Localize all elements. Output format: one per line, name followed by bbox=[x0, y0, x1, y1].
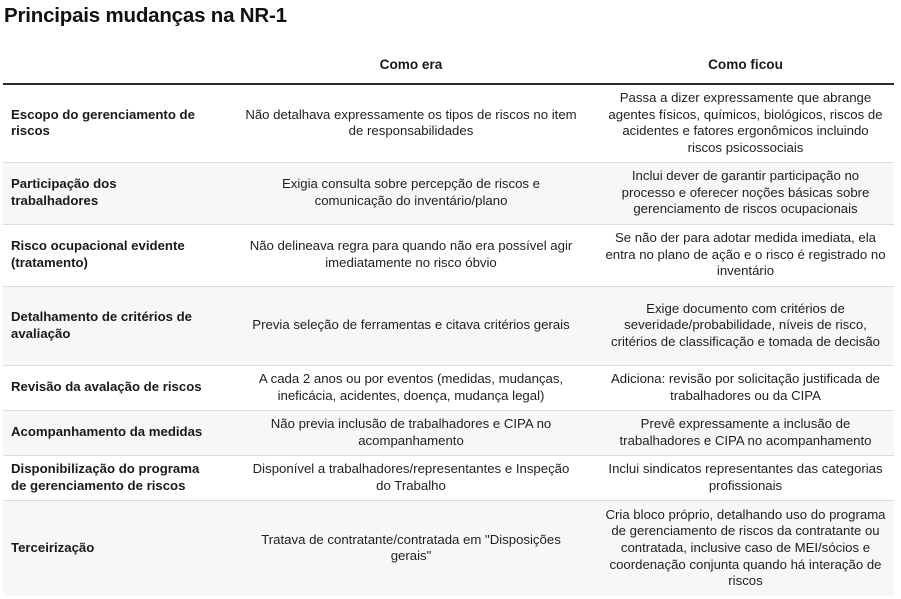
row-after: Passa a dizer expressamente que abrange agentes físicos, químicos, biológicos, riscos de acidentes e fatores ergonômicos incluindo riscos psicossociais bbox=[597, 84, 894, 162]
row-after: Se não der para adotar medida imediata, ela entra no plano de ação e o risco é registrado no inventário bbox=[597, 224, 894, 286]
row-before: A cada 2 anos ou por eventos (medidas, mudanças, ineficácia, acidentes, doença, mudança legal) bbox=[225, 365, 597, 410]
row-before: Disponível a trabalhadores/representantes e Inspeção do Trabalho bbox=[225, 455, 597, 500]
row-topic: Terceirização bbox=[3, 500, 225, 596]
row-after: Inclui dever de garantir participação no processo e oferecer noções básicas sobre gerenciamento de riscos ocupacionais bbox=[597, 162, 894, 224]
header-topic bbox=[3, 48, 225, 84]
row-topic: Disponibilização do programa de gerenciamento de riscos bbox=[3, 455, 225, 500]
table-row bbox=[3, 162, 894, 224]
row-before: Não delineava regra para quando não era possível agir imediatamente no risco óbvio bbox=[225, 224, 597, 286]
row-topic: Risco ocupacional evidente (tratamento) bbox=[3, 224, 225, 286]
row-topic: Detalhamento de critérios de avaliação bbox=[3, 286, 225, 365]
table-row bbox=[3, 365, 894, 410]
row-after: Prevê expressamente a inclusão de trabalhadores e CIPA no acompanhamento bbox=[597, 410, 894, 455]
table-row bbox=[3, 224, 894, 286]
row-topic: Acompanhamento da medidas bbox=[3, 410, 225, 455]
row-after: Exige documento com critérios de severidade/probabilidade, níveis de risco, critérios de classificação e tomada de decisão bbox=[597, 286, 894, 365]
comparison-table bbox=[3, 48, 894, 596]
row-topic: Escopo do gerenciamento de riscos bbox=[3, 84, 225, 162]
table-row bbox=[3, 410, 894, 455]
row-after: Cria bloco próprio, detalhando uso do programa de gerenciamento de riscos da contratante ou contratada, inclusive caso de MEI/sócios e coordenação conjunta quando há interação de riscos bbox=[597, 500, 894, 596]
table-row bbox=[3, 455, 894, 500]
row-after: Adiciona: revisão por solicitação justificada de trabalhadores ou da CIPA bbox=[597, 365, 894, 410]
row-before: Previa seleção de ferramentas e citava critérios gerais bbox=[225, 286, 597, 365]
header-como-era: Como era bbox=[225, 48, 597, 84]
page-title: Principais mudanças na NR-1 bbox=[4, 4, 287, 27]
row-topic: Revisão da avalação de riscos bbox=[3, 365, 225, 410]
row-after: Inclui sindicatos representantes das categorias profissionais bbox=[597, 455, 894, 500]
table-row bbox=[3, 500, 894, 596]
table-row bbox=[3, 84, 894, 162]
header-como-ficou: Como ficou bbox=[597, 48, 894, 84]
row-before: Tratava de contratante/contratada em "Disposições gerais" bbox=[225, 500, 597, 596]
table-row bbox=[3, 286, 894, 365]
row-before: Não previa inclusão de trabalhadores e CIPA no acompanhamento bbox=[225, 410, 597, 455]
table-header-row bbox=[3, 48, 894, 84]
row-before: Exigia consulta sobre percepção de riscos e comunicação do inventário/plano bbox=[225, 162, 597, 224]
row-before: Não detalhava expressamente os tipos de riscos no item de responsabilidades bbox=[225, 84, 597, 162]
row-topic: Participação dos trabalhadores bbox=[3, 162, 225, 224]
